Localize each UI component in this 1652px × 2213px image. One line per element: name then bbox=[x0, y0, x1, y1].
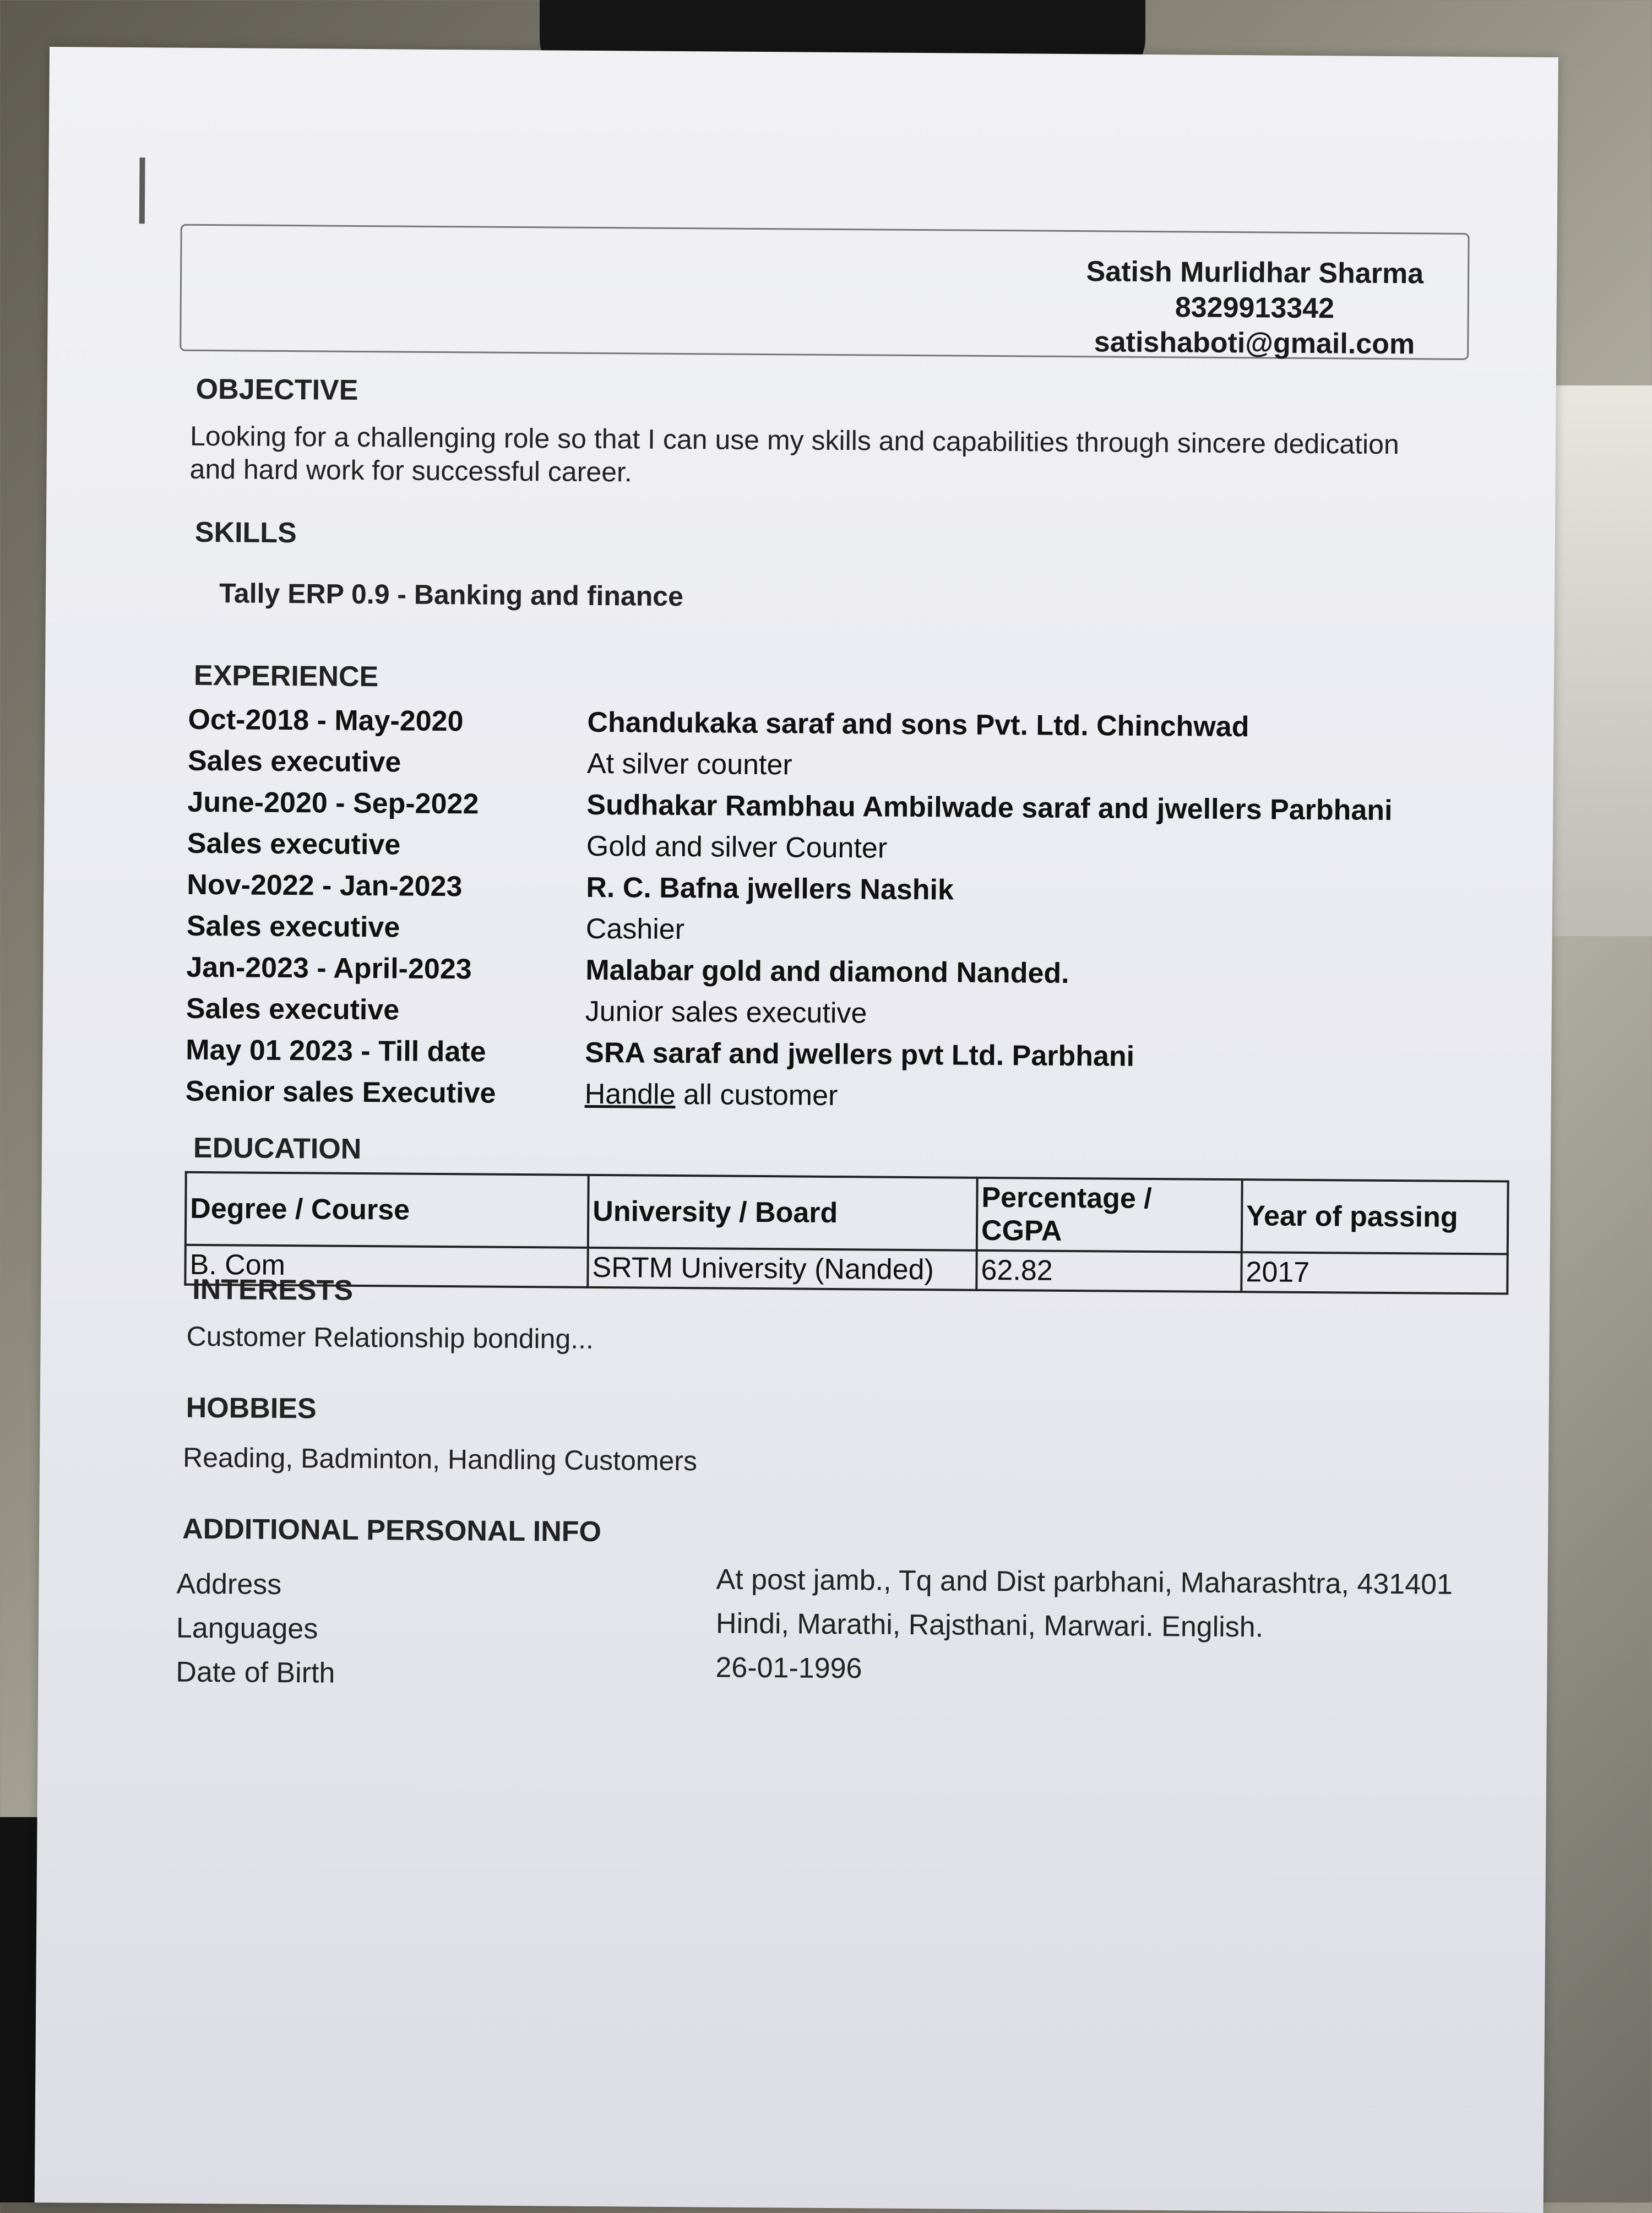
table-header-cell: Percentage / CGPA bbox=[977, 1178, 1242, 1252]
hobbies-text: Reading, Badminton, Handling Customers bbox=[182, 1442, 698, 1477]
experience-row bbox=[187, 910, 1453, 958]
contact-block bbox=[1085, 254, 1423, 362]
experience-row bbox=[187, 786, 1454, 834]
address-label: Address bbox=[176, 1568, 282, 1601]
dob-value: 26-01-1996 bbox=[715, 1651, 862, 1685]
education-title: EDUCATION bbox=[193, 1132, 362, 1166]
experience-period: June-2020 - Sep-2022 bbox=[187, 786, 479, 820]
experience-role: Senior sales Executive bbox=[185, 1075, 496, 1110]
experience-role: Sales executive bbox=[186, 910, 400, 944]
experience-description: Junior sales executive bbox=[585, 995, 867, 1030]
experience-period: Oct-2018 - May-2020 bbox=[188, 703, 464, 738]
table-header-row bbox=[186, 1172, 1508, 1254]
scan-mark bbox=[139, 157, 145, 224]
experience-title: EXPERIENCE bbox=[193, 659, 379, 693]
experience-company: Chandukaka saraf and sons Pvt. Ltd. Chinchwad bbox=[587, 706, 1249, 743]
candidate-email: satishaboti@gmail.com bbox=[1094, 326, 1415, 361]
header-box bbox=[180, 224, 1470, 360]
resume-page bbox=[35, 47, 1558, 2213]
education-table bbox=[184, 1171, 1509, 1295]
candidate-name: Satish Murlidhar Sharma bbox=[1086, 255, 1424, 290]
background-light-area bbox=[1553, 385, 1652, 936]
experience-row bbox=[188, 703, 1454, 752]
description-rest: all customer bbox=[675, 1078, 838, 1112]
languages-value: Hindi, Marathi, Rajsthani, Marwari. English. bbox=[715, 1607, 1264, 1644]
candidate-phone: 8329913342 bbox=[1175, 291, 1335, 325]
experience-row bbox=[185, 1075, 1452, 1123]
experience-role: Sales executive bbox=[187, 827, 401, 861]
objective-line-1: Looking for a challenging role so that I can use my skills and capabilities through sincere dedication bbox=[189, 420, 1399, 460]
experience-description: At silver counter bbox=[586, 747, 792, 781]
experience-row bbox=[188, 744, 1454, 793]
experience-row bbox=[186, 992, 1453, 1041]
experience-role: Sales executive bbox=[187, 744, 401, 779]
dob-label: Date of Birth bbox=[176, 1656, 335, 1689]
experience-company: SRA saraf and jwellers pvt Ltd. Parbhani bbox=[585, 1036, 1135, 1073]
interests-text: Customer Relationship bonding... bbox=[186, 1320, 594, 1355]
experience-company: Malabar gold and diamond Nanded. bbox=[585, 954, 1069, 989]
experience-company: Sudhakar Rambhau Ambilwade saraf and jwellers Parbhani bbox=[586, 789, 1393, 827]
personal-info-title: ADDITIONAL PERSONAL INFO bbox=[182, 1513, 602, 1548]
objective-line-2: and hard work for successful career. bbox=[189, 453, 632, 488]
hobbies-title: HOBBIES bbox=[186, 1391, 317, 1425]
table-header-cell: Degree / Course bbox=[186, 1172, 589, 1248]
interests-title: INTERESTS bbox=[192, 1273, 354, 1307]
languages-label: Languages bbox=[176, 1612, 318, 1645]
underlined-word: Handle bbox=[584, 1078, 676, 1111]
table-cell: 62.82 bbox=[976, 1250, 1241, 1292]
table-cell: B. Com bbox=[185, 1245, 588, 1287]
experience-period: May 01 2023 - Till date bbox=[186, 1034, 486, 1068]
table-header-cell: University / Board bbox=[588, 1175, 977, 1250]
experience-row bbox=[186, 1034, 1452, 1082]
table-cell: 2017 bbox=[1241, 1252, 1507, 1293]
experience-period: Jan-2023 - April-2023 bbox=[186, 951, 472, 986]
experience-description bbox=[585, 1078, 838, 1112]
skills-title: SKILLS bbox=[194, 516, 297, 550]
objective-title: OBJECTIVE bbox=[195, 373, 358, 406]
experience-role: Sales executive bbox=[186, 992, 400, 1026]
table-cell: SRTM University (Nanded) bbox=[588, 1248, 976, 1290]
experience-description: Gold and silver Counter bbox=[586, 830, 888, 864]
experience-company: R. C. Bafna jwellers Nashik bbox=[586, 871, 954, 906]
experience-description: Cashier bbox=[585, 912, 685, 946]
experience-period: Nov-2022 - Jan-2023 bbox=[187, 868, 463, 903]
experience-row bbox=[186, 951, 1453, 999]
experience-row bbox=[187, 868, 1453, 917]
skill-item: Tally ERP 0.9 - Banking and finance bbox=[219, 578, 684, 612]
table-header-cell: Year of passing bbox=[1242, 1179, 1508, 1254]
experience-row bbox=[187, 827, 1454, 876]
address-value: At post jamb., Tq and Dist parbhani, Maharashtra, 431401 bbox=[716, 1563, 1453, 1601]
table-row bbox=[185, 1245, 1507, 1294]
